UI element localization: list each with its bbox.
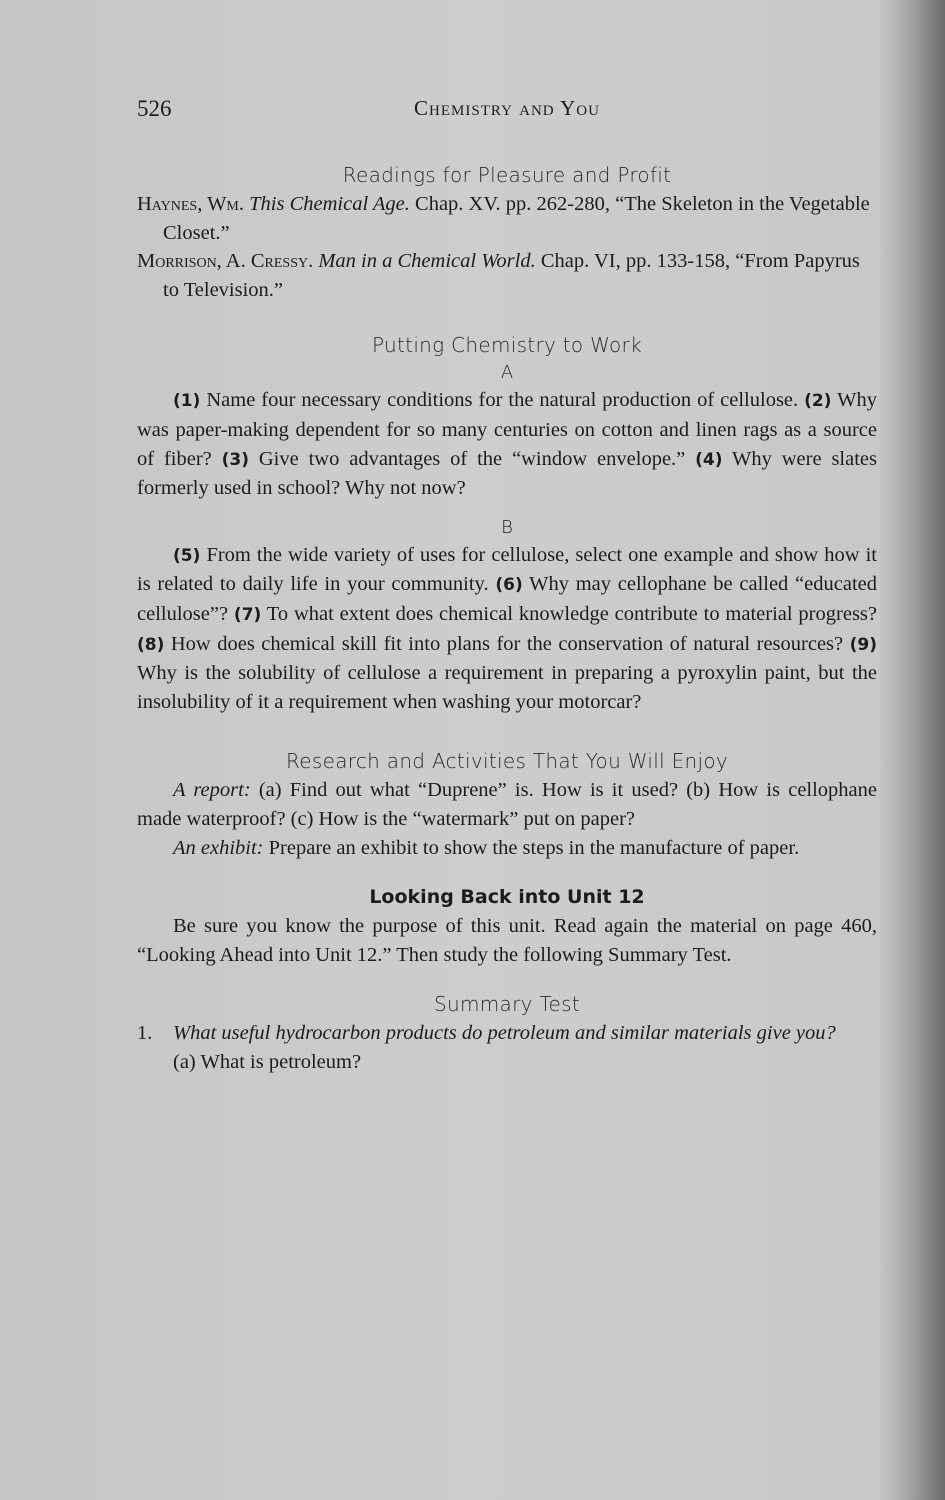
group-b-label: B: [501, 516, 513, 538]
summary-sub-question: (a) What is petroleum?: [173, 1050, 362, 1073]
summary-test-item: 1. What useful hydrocarbon products do petroleum and similar materials give you?: [137, 1022, 836, 1045]
report-activity: A report: (a) Find out what “Duprene” is. How is it used? (b) How is cellophane made waterproof? (c) How is the “watermark” put on paper?: [137, 779, 878, 830]
exhibit-activity: An exhibit: Prepare an exhibit to show the steps in the manufacture of paper.: [173, 836, 800, 859]
group-a-label: A: [500, 362, 514, 384]
question-group-a: (1) Name four necessary conditions for the natural production of cellulose. (2) Why was paper-making dependent for so many centuries on cotton and linen rags as a source of fiber? (3) Give two advantages of the “window envelope.” (4) Why were slates formerly used in school? Why not now?: [137, 389, 877, 500]
research-heading: Research and Activities That You Will Enjoy: [285, 749, 729, 774]
page-number: 526: [137, 96, 172, 121]
question-group-b: (5) From the wide variety of uses for cellulose, select one example and show how it is related to daily life in your community. (6) Why may cellophane be called “educated cellulose”? (7) To what extent does chemical knowledge contribute to material progress? (8) How does chemical skill fit into plans for the conservation of natural resources? (9) Why is the solubility of cellulose a requirement in preparing a pyroxylin paint, but the insolubility of it a requirement when washing your motorcar?: [137, 543, 877, 713]
page-header: [137, 96, 877, 126]
running-title: Chemistry and You: [414, 96, 600, 120]
looking-back-heading: Looking Back into Unit 12: [369, 886, 645, 909]
summary-test-heading: Summary Test: [434, 992, 580, 1017]
putting-heading: Putting Chemistry to Work: [372, 333, 642, 358]
looking-back-text: Be sure you know the purpose of this unit. Read again the material on page 460, “Looking Ahead into Unit 12.” Then study the following Summary Test.: [137, 915, 877, 966]
page-body: [137, 160, 877, 1076]
reference-item: Haynes, Wm. This Chemical Age. Chap. XV. pp. 262-280, “The Skeleton in the Vegetable Closet.”: [137, 193, 870, 244]
readings-heading: Readings for Pleasure and Profit: [342, 163, 672, 187]
reference-item: Morrison, A. Cressy. Man in a Chemical World. Chap. VI, pp. 133-158, “From Papyrus to Television.”: [137, 250, 860, 301]
